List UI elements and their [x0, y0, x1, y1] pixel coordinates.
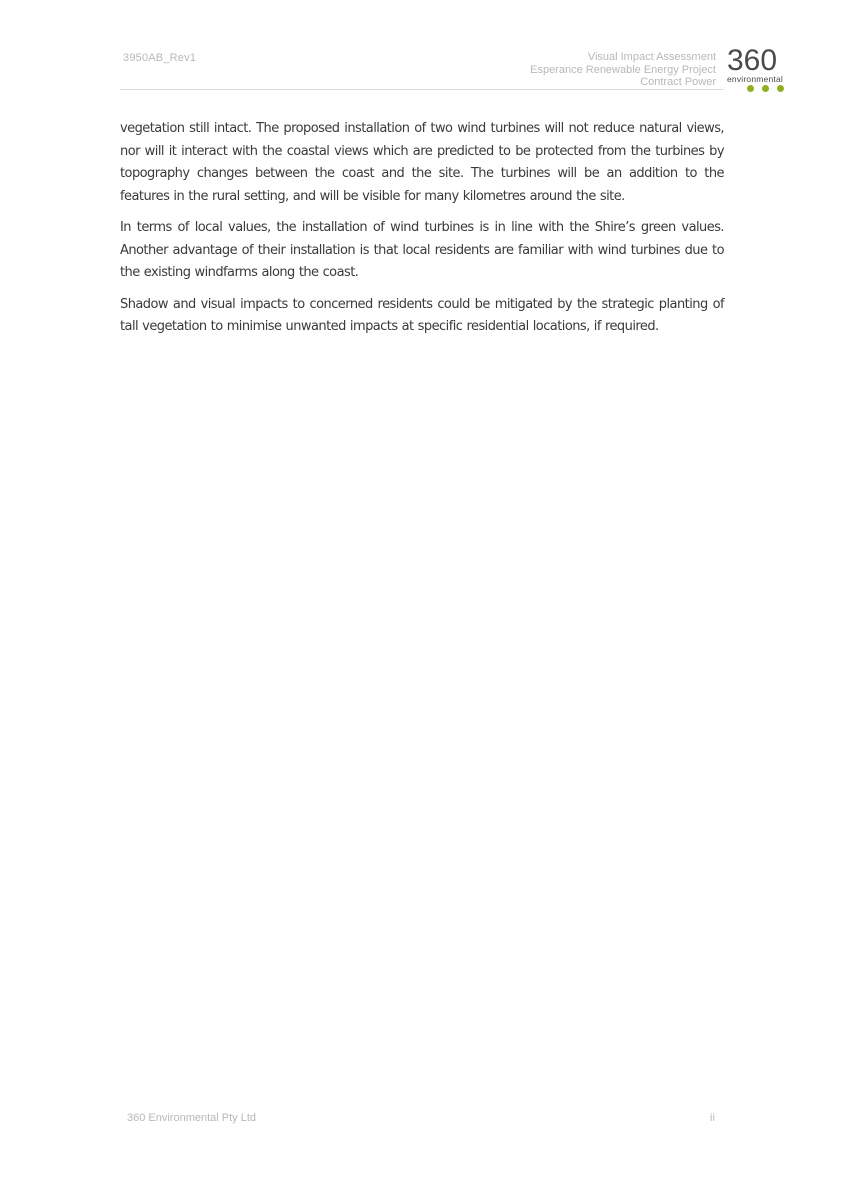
- footer-company: 360 Environmental Pty Ltd: [127, 1112, 257, 1124]
- logo-dots: [747, 85, 784, 93]
- body-text: [120, 118, 724, 348]
- paragraph: In terms of local values, the installation of wind turbines is in line with the Shire’s green values. Another advantage of their installation is that local residents are familiar with wind turbines due to the existing windfarms along the coast.: [120, 220, 724, 280]
- logo-number: 360: [727, 44, 778, 77]
- document-reference: 3950AB_Rev1: [123, 52, 197, 64]
- header-titles: [530, 51, 716, 89]
- header-title-project: Esperance Renewable Energy Project: [530, 63, 716, 76]
- paragraph: vegetation still intact. The proposed installation of two wind turbines will not reduce natural views, nor will it interact with the coastal views which are predicted to be protected from the turbines by topography changes between the coast and the site. The turbines will be an addition to the features in the rural setting, and will be visible for many kilometres around the site.: [120, 121, 724, 204]
- logo-dot-icon: [747, 85, 754, 92]
- header-title-report: Visual Impact Assessment: [587, 51, 716, 63]
- paragraph: Shadow and visual impacts to concerned residents could be mitigated by the strategic planting of tall vegetation to minimise unwanted impacts at specific residential locations, if required.: [120, 296, 724, 334]
- page-number: ii: [710, 1112, 715, 1124]
- logo-wordmark: environmental: [727, 74, 783, 84]
- header-divider: [120, 89, 724, 90]
- header-title-client: Contract Power: [640, 76, 716, 88]
- logo-dot-icon: [762, 85, 769, 92]
- company-logo: [727, 44, 805, 96]
- logo-dot-icon: [777, 85, 784, 92]
